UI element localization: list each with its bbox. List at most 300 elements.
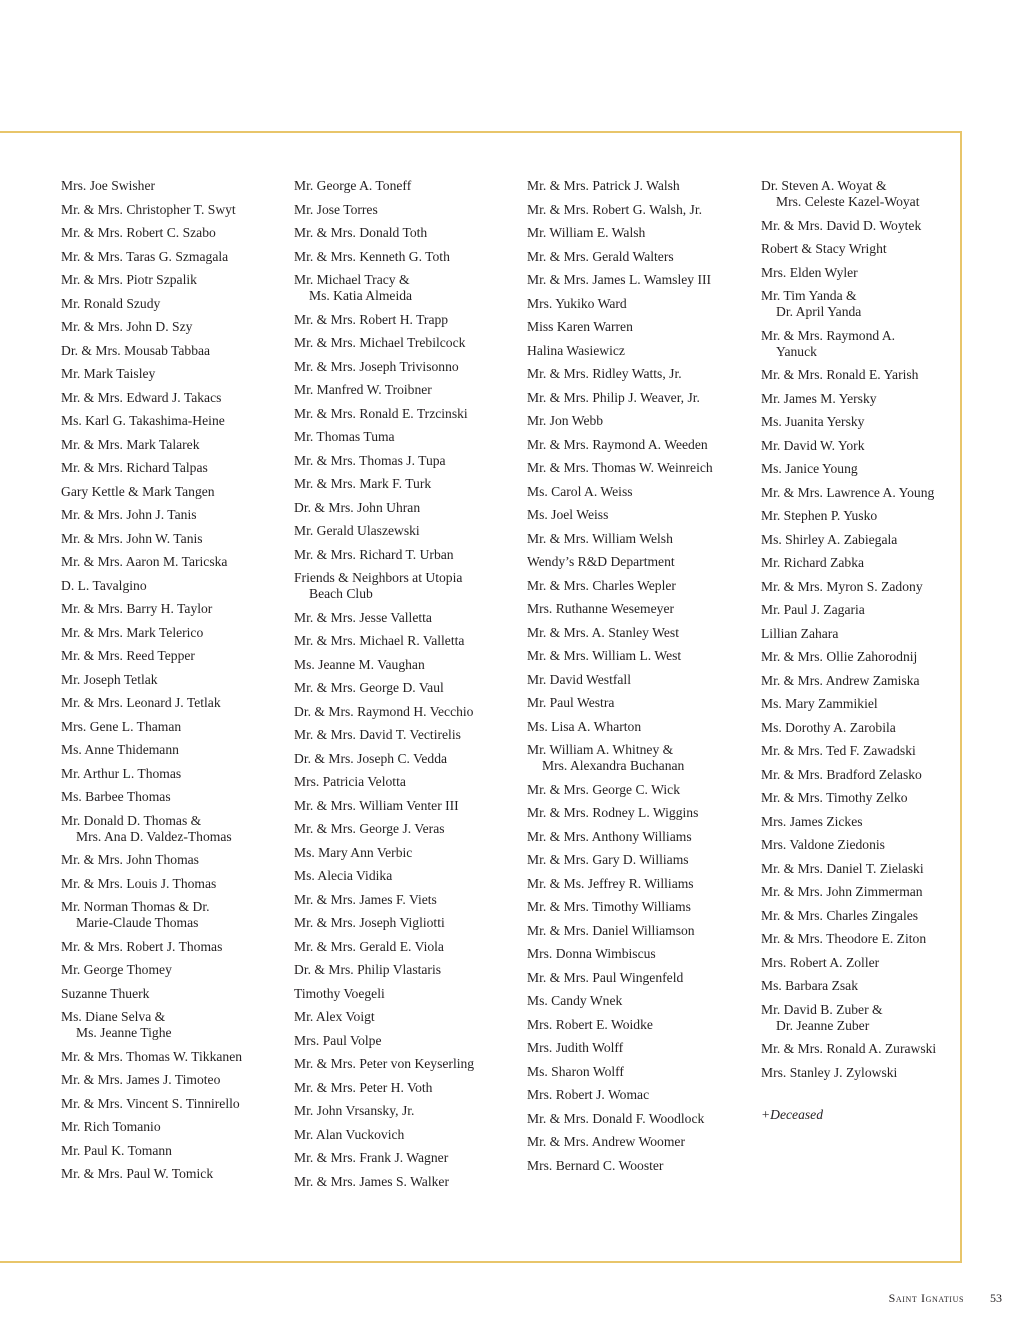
donor-entry [761,438,986,454]
donor-entry [61,531,286,547]
donor-entry [61,1166,286,1182]
donor-name: Mr. & Mrs. William Welsh [527,530,673,546]
donor-entry [294,406,519,422]
donor-name: Timothy Voegeli [294,985,385,1001]
donor-entry [761,414,986,430]
donor-name: Mr. & Mrs. Robert C. Szabo [61,225,216,240]
donor-entry [761,602,986,618]
donor-name: Mr. Jose Torres [294,201,378,217]
donor-entry [527,852,752,868]
donor-entry [294,547,519,563]
donor-name-continued: Marie-Claude Thomas [76,915,199,930]
donor-entry [761,288,986,320]
donor-name: Mr. & Mrs. Robert H. Trapp [294,311,449,327]
donor-name: Mr. & Mrs. John D. Szy [61,319,193,334]
donor-entry [294,727,519,743]
donor-entry [761,978,986,994]
donor-entry [527,648,752,664]
donor-entry [761,908,986,924]
donor-entry [294,312,519,328]
donor-entry [761,884,986,900]
donor-entry [61,249,286,265]
donor-name: Ms. Diane Selva & [61,1009,166,1024]
donor-entry [61,202,286,218]
donor-name: Mr. Joseph Tetlak [61,671,158,687]
donor-entry [294,798,519,814]
donor-name: Mr. & Mrs. Leonard J. Tetlak [61,695,221,710]
donor-name: Mr. & Mrs. David T. Vectirelis [294,727,461,742]
donor-name: Mr. & Mrs. John W. Tanis [61,530,203,546]
donor-column-2 [294,178,519,1197]
donor-entry [61,484,286,500]
donor-name: Mr. & Mrs. Ronald E. Trzcinski [294,405,468,421]
donor-entry [527,202,752,218]
donor-entry [294,680,519,696]
donor-name: Mr. Manfred W. Troibner [294,382,432,397]
donor-name: Mr. Mark Taisley [61,366,156,381]
donor-name: Mr. Norman Thomas & Dr. [61,899,210,914]
donor-name: Mr. & Mrs. Andrew Zamiska [761,672,920,688]
donor-entry [527,507,752,523]
donor-name: Miss Karen Warren [527,319,633,334]
donor-name: Ms. Barbara Zsak [761,978,859,993]
donor-entry [527,319,752,335]
donor-entry [294,962,519,978]
donor-name: Mr. Donald D. Thomas & [61,812,202,828]
donor-entry [761,1041,986,1057]
donor-entry [61,343,286,359]
donor-entry [761,743,986,759]
donor-entry [61,939,286,955]
donor-name: Ms. Barbee Thomas [61,789,171,804]
donor-entry [61,1096,286,1112]
donor-entry [61,695,286,711]
donor-entry [761,720,986,736]
donor-name: D. L. Tavalgino [61,577,147,593]
donor-name: Mr. & Mrs. William L. West [527,648,682,663]
donor-name: Mr. & Mrs. Ollie Zahorodnij [761,649,918,664]
donor-entry [294,1056,519,1072]
donor-entry [294,704,519,720]
donor-name: Mrs. James Zickes [761,813,863,829]
donor-name: Mr. & Mrs. Paul Wingenfeld [527,969,684,985]
donor-entry [61,625,286,641]
donor-name: Mr. & Mrs. Jesse Valletta [294,609,432,625]
donor-name: Mr. & Mrs. Charles Wepler [527,577,676,593]
donor-name-continued: Dr. Jeanne Zuber [776,1017,870,1033]
donor-name: Mr. & Mrs. Lawrence A. Young [761,484,935,500]
donor-entry [61,1072,286,1088]
donor-entry [61,986,286,1002]
donor-name: Suzanne Thuerk [61,985,150,1001]
donor-entry [527,1017,752,1033]
donor-name: Mrs. Bernard C. Wooster [527,1157,664,1173]
donor-name: Mrs. Paul Volpe [294,1032,382,1048]
donor-name: Ms. Janice Young [761,461,858,476]
donor-entry [294,453,519,469]
donor-entry [61,178,286,194]
donor-name: Robert & Stacy Wright [761,241,887,256]
donor-name: Dr. & Mrs. Joseph C. Vedda [294,750,448,766]
donor-entry [761,532,986,548]
donor-name: Mr. & Mrs. Edward J. Takacs [61,389,222,405]
donor-name: Mr. & Mrs. Piotr Szpalik [61,272,197,287]
donor-name: Mr. & Mrs. Joseph Trivisonno [294,358,459,374]
donor-name: Mr. Paul J. Zagaria [761,602,865,617]
donor-name: Mrs. Donna Wimbiscus [527,946,656,961]
donor-name: Mr. James M. Yersky [761,390,877,406]
donor-entry [61,319,286,335]
donor-name: Mr. & Mrs. Thomas W. Tikkanen [61,1048,243,1064]
donor-entry [527,672,752,688]
donor-name: Mr. Paul Westra [527,695,615,710]
donor-name: Ms. Alecia Vidika [294,868,393,883]
donor-name: Mr. & Mrs. Raymond A. Weeden [527,436,708,452]
donor-name: Mr. Thomas Tuma [294,429,395,444]
donor-entry [527,1040,752,1056]
donor-name: Mr. & Mrs. George C. Wick [527,781,681,797]
donor-name: Mr. & Mrs. Bradford Zelasko [761,766,922,782]
donor-name: Mr. & Mrs. Raymond A. [761,327,896,343]
donor-entry [761,579,986,595]
donor-entry [761,461,986,477]
donor-name: Mr. & Mrs. James J. Timoteo [61,1072,221,1087]
donor-entry [527,272,752,288]
donor-name-continued: Mrs. Ana D. Valdez-Thomas [76,828,232,844]
donor-name: Lillian Zahara [761,625,839,641]
donor-entry [527,249,752,265]
donor-entry [294,1174,519,1190]
donor-entry [294,610,519,626]
donor-entry [761,265,986,281]
donor-entry [294,178,519,194]
donor-entry [761,508,986,524]
donor-entry [294,892,519,908]
donor-entry [294,1009,519,1025]
donor-entry [61,766,286,782]
donor-name: Mr. David W. York [761,437,865,453]
donor-entry [294,1103,519,1119]
donor-name: Mr. Stephen P. Yusko [761,508,878,523]
donor-entry [61,460,286,476]
donor-entry [527,782,752,798]
donor-name: Mr. & Mrs. Gary D. Williams [527,852,689,867]
donor-entry [294,1127,519,1143]
donor-entry [527,178,752,194]
donor-name: Mr. & Mrs. George J. Veras [294,821,445,836]
donor-entry [527,829,752,845]
donor-entry [294,845,519,861]
donor-name: Mr. & Mrs. Gerald Walters [527,248,674,264]
donor-name: Ms. Karl G. Takashima-Heine [61,413,225,428]
donor-entry [294,523,519,539]
donor-name: Mr. & Mrs. Peter von Keyserling [294,1056,475,1071]
donor-name: Gary Kettle & Mark Tangen [61,483,215,499]
donor-name: Mrs. Stanley J. Zylowski [761,1064,898,1080]
donor-entry [294,335,519,351]
donor-name: Mr. & Mrs. Reed Tepper [61,648,195,663]
donor-entry [761,1065,986,1081]
donor-entry [294,1033,519,1049]
donor-entry [761,241,986,257]
donor-entry [61,719,286,735]
donor-name: Mr. & Mrs. Theodore E. Ziton [761,931,927,946]
donor-name: Mr. & Mrs. John Zimmerman [761,884,923,899]
donor-entry [527,876,752,892]
donor-entry [61,601,286,617]
donor-name: Mr. & Mrs. Michael R. Valletta [294,633,465,648]
donor-entry [294,500,519,516]
donor-name: Mr. & Mrs. Mark Talarek [61,436,200,452]
donor-name: Mr. & Mrs. Donald Toth [294,225,428,240]
donor-name: Mr. & Mrs. Daniel Williamson [527,922,695,938]
donor-name: Dr. & Mrs. Philip Vlastaris [294,962,442,977]
donor-entry [294,939,519,955]
donor-name: Mr. & Mrs. Kenneth G. Toth [294,248,450,264]
donor-entry [527,1111,752,1127]
donor-name-continued: Ms. Katia Almeida [309,288,413,303]
donor-name: Mr. & Mrs. Timothy Zelko [761,790,908,805]
donor-entry [61,852,286,868]
donor-name: Mr. & Mrs. Richard T. Urban [294,546,454,562]
donor-name: Mr. & Mrs. William Venter III [294,797,459,813]
donor-name: Ms. Carol A. Weiss [527,483,633,499]
donor-entry [61,672,286,688]
donor-entry [294,272,519,304]
donor-entry [294,657,519,673]
donor-column-4 [761,178,986,1123]
donor-entry [61,899,286,931]
donor-name: Dr. Steven A. Woyat & [761,178,887,193]
donor-name: Ms. Sharon Wolff [527,1063,624,1079]
donor-name: Mr. Richard Zabka [761,555,865,570]
donor-name: Mrs. Gene L. Thaman [61,718,182,734]
donor-name: Ms. Lisa A. Wharton [527,718,642,734]
donor-name: Mrs. Yukiko Ward [527,295,627,311]
donor-entry [61,1119,286,1135]
donor-column-3 [527,178,752,1181]
donor-entry [61,1049,286,1065]
donor-entry [294,821,519,837]
donor-entry [527,225,752,241]
donor-name: Ms. Joel Weiss [527,507,609,522]
donor-name: Mr. & Mrs. Ridley Watts, Jr. [527,366,682,381]
donor-name: Mr. & Mrs. Thomas J. Tupa [294,452,446,468]
donor-name-continued: Dr. April Yanda [776,304,862,319]
donor-entry [294,249,519,265]
donor-name: Mr. & Mrs. Rodney L. Wiggins [527,805,699,820]
donor-name: Mrs. Robert A. Zoller [761,954,880,970]
donor-name: Mr. & Mrs. Charles Zingales [761,907,919,923]
donor-entry [761,955,986,971]
donor-entry [527,343,752,359]
donor-name: Mr. & Mrs. James S. Walker [294,1173,449,1189]
publication-name: Saint Ignatius [888,1291,964,1305]
donor-name: Mrs. Elden Wyler [761,264,858,280]
donor-entry [761,837,986,853]
donor-entry [527,923,752,939]
donor-entry [294,476,519,492]
donor-entry [527,719,752,735]
donor-name: Mr. & Mrs. Philip J. Weaver, Jr. [527,389,700,405]
donor-name: Mr. Arthur L. Thomas [61,765,182,781]
donor-name: Mr. Ronald Szudy [61,295,161,311]
donor-entry [527,899,752,915]
donor-name: Mr. & Mrs. Louis J. Thomas [61,875,217,891]
donor-entry [61,962,286,978]
deceased-legend: +Deceased [761,1106,824,1122]
donor-name: Mr. & Mrs. Paul W. Tomick [61,1166,214,1181]
donor-entry [761,178,986,210]
donor-name: Mr. Gerald Ulaszewski [294,523,420,538]
donor-name: Mr. & Mrs. Timothy Williams [527,899,691,914]
donor-name: Mr. & Mrs. Andrew Woomer [527,1134,685,1149]
donor-entry [761,626,986,642]
donor-entry [61,578,286,594]
donor-name: Mr. & Mrs. Peter H. Voth [294,1079,433,1095]
donor-entry [527,437,752,453]
donor-name: Mr. & Mrs. Barry H. Taylor [61,601,213,616]
donor-name: Mr. & Mrs. John J. Tanis [61,507,197,522]
donor-name: Mr. David Westfall [527,671,631,687]
donor-entry [761,218,986,234]
donor-entry [761,649,986,665]
donor-name: Mr. & Mrs. David D. Woytek [761,217,922,233]
donor-name: Mr. George A. Toneff [294,178,412,193]
donor-name: Mr. & Mrs. Patrick J. Walsh [527,178,680,193]
donor-name: Mr. & Mrs. George D. Vaul [294,680,444,695]
donor-name: Mr. & Mrs. Daniel T. Zielaski [761,860,924,876]
donor-name: Ms. Juanita Yersky [761,414,865,429]
donor-name: Mr. & Mrs. Aaron M. Taricska [61,554,228,569]
donor-name-continued: Mrs. Alexandra Buchanan [542,758,685,773]
donor-entry [61,876,286,892]
donor-entry [294,633,519,649]
donor-name: Mr. William A. Whitney & [527,742,674,757]
donor-entry [294,382,519,398]
donor-name: Wendy’s R&D Department [527,554,675,569]
donor-entry [61,742,286,758]
donor-name: Mr. George Thomey [61,962,172,977]
donor-entry [761,1002,986,1034]
donor-name: Ms. Candy Wnek [527,993,623,1008]
donor-entry [294,1080,519,1096]
donor-name: Mr. & Mrs. Vincent S. Tinnirello [61,1095,240,1111]
donor-entry [527,993,752,1009]
donor-entry [527,366,752,382]
donor-name: Dr. & Mrs. Mousab Tabbaa [61,342,211,358]
donor-entry [61,366,286,382]
donor-name: Mr. & Mrs. Gerald E. Viola [294,938,444,954]
donor-entry [294,202,519,218]
donor-entry [294,1150,519,1166]
donor-entry [761,673,986,689]
donor-name: Halina Wasiewicz [527,342,625,358]
donor-name: Dr. & Mrs. Raymond H. Vecchio [294,703,474,719]
donor-name: Ms. Jeanne M. Vaughan [294,656,425,672]
donor-entry [294,915,519,931]
donor-entry [61,225,286,241]
donor-name: Mrs. Joe Swisher [61,178,156,193]
donor-entry [527,390,752,406]
donor-entry [61,507,286,523]
donor-name-continued: Beach Club [309,586,373,601]
donor-name: Mr. & Mrs. John Thomas [61,852,199,867]
donor-name: Mr. & Mrs. A. Stanley West [527,624,679,640]
donor-entry [527,531,752,547]
donor-entry [761,861,986,877]
donor-name: Mr. Jon Webb [527,413,604,428]
donor-name: Ms. Shirley A. Zabiegala [761,531,898,547]
donor-entry [527,460,752,476]
donor-entry [294,429,519,445]
donor-name-continued: Yanuck [776,343,817,359]
donor-name: Mr. & Mrs. Christopher T. Swyt [61,201,236,217]
donor-entry [527,946,752,962]
donor-entry [761,931,986,947]
donor-name: Ms. Dorothy A. Zarobila [761,719,896,735]
donor-entry [527,742,752,774]
donor-entry [527,970,752,986]
donor-name: Mrs. Robert J. Womac [527,1087,650,1102]
donor-entry [61,813,286,845]
donor-name: Mr. William E. Walsh [527,225,646,240]
donor-entry [61,648,286,664]
donor-entry [761,328,986,360]
donor-name: Mr. & Mrs. Richard Talpas [61,460,208,475]
donor-name: Mr. & Mrs. Mark F. Turk [294,476,432,491]
donor-entry [527,413,752,429]
donor-entry [61,390,286,406]
donor-entry [294,868,519,884]
donor-name: Mr. David B. Zuber & [761,1001,883,1017]
donor-name: Mr. & Mrs. Myron S. Zadony [761,578,923,594]
donor-entry [527,1158,752,1174]
donor-name: Mr. Alan Vuckovich [294,1126,405,1142]
page-number: 53 [990,1291,1002,1305]
donor-name: Mrs. Patricia Velotta [294,774,406,789]
donor-entry [527,554,752,570]
donor-name: Mr. & Mrs. Robert G. Walsh, Jr. [527,201,702,217]
donor-entry [527,625,752,641]
donor-name: Mr. & Mrs. James L. Wamsley III [527,272,712,287]
donor-name: Mr. & Mrs. Joseph Vigliotti [294,915,445,930]
donor-entry [294,751,519,767]
donor-name-continued: Ms. Jeanne Tighe [76,1025,172,1040]
donor-entry [527,601,752,617]
donor-entry [294,570,519,602]
donor-entry [294,774,519,790]
donor-name-continued: Mrs. Celeste Kazel-Woyat [776,194,920,209]
donor-entry [61,789,286,805]
donor-entry [761,696,986,712]
donor-column-1 [61,178,286,1190]
donor-entry [61,1143,286,1159]
donor-entry [761,485,986,501]
donor-entry [527,1087,752,1103]
donor-name: Mr. & Mrs. Michael Trebilcock [294,335,466,350]
donor-entry [527,695,752,711]
donor-name: Mr. Paul K. Tomann [61,1142,172,1158]
donor-name: Mrs. Ruthanne Wesemeyer [527,601,675,616]
donor-name: Mr. & Mrs. Thomas W. Weinreich [527,460,713,475]
donor-name: Friends & Neighbors at Utopia [294,570,463,585]
donor-name: Mr. & Mrs. Mark Telerico [61,624,204,640]
donor-name: Mr. Alex Voigt [294,1009,375,1024]
donor-name: Mr. & Mrs. Ronald E. Yarish [761,367,919,382]
donor-name: Mr. Rich Tomanio [61,1119,161,1134]
donor-name: Mr. & Mrs. Frank J. Wagner [294,1150,449,1165]
